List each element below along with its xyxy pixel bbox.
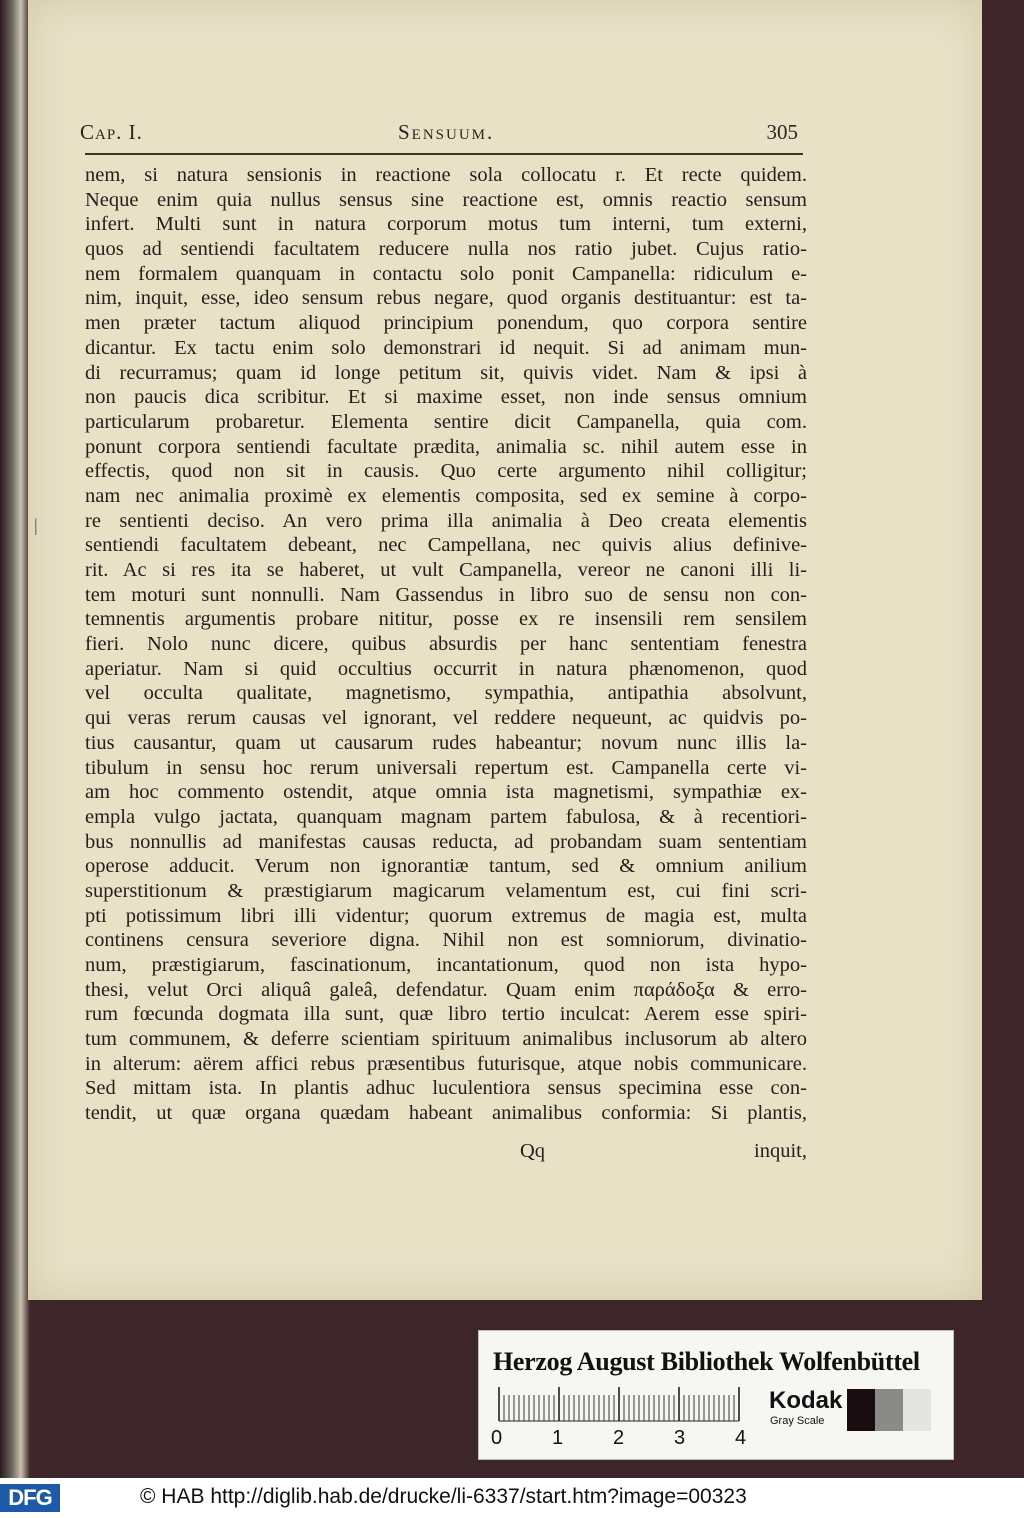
kodak-logo: Kodak	[769, 1387, 843, 1414]
text-line: am hoc commento ostendit, atque omnia ista magnetismi, sympathiæ ex-	[85, 781, 807, 804]
text-line: temnentis argumentis probare nititur, posse ex re insensili rem sensilem	[85, 608, 807, 631]
text-line: dicantur. Ex tactu enim solo demonstrari id nequit. Si ad animam mun-	[85, 336, 807, 359]
ruler-number: 1	[552, 1427, 564, 1449]
text-line: rum fœcunda dogmata illa sunt, quæ libro tertio inculcat: Aerem esse spiri-	[85, 1003, 807, 1026]
text-line: nim, inquit, esse, ideo sensum rebus negare, quod organis destituantur: est ta-	[85, 287, 807, 310]
page-number: 305	[766, 120, 798, 144]
section-heading: Sensuum.	[398, 120, 495, 144]
ruler-scale	[497, 1387, 743, 1429]
text-line: aperiatur. Nam si quid occultius occurrit in natura phænomenon, quod	[85, 657, 807, 680]
text-line: Sed mittam ista. In plantis adhuc luculentiora sensus specimina esse con-	[85, 1077, 807, 1100]
text-line: qui veras rerum causas vel ignorant, vel reddere nequeunt, ac quidvis po-	[85, 707, 807, 730]
text-line: tendit, ut quæ organa quædam habeant animalibus conformia: Si plantis,	[85, 1102, 807, 1125]
text-line: vel occulta qualitate, magnetismo, sympathia, antipathia absolvunt,	[85, 682, 807, 705]
signature-mark: Qq	[520, 1140, 546, 1162]
text-line: sentiendi facultatem debeant, nec Campellana, nec quivis alius definive-	[85, 534, 807, 557]
text-line: num, præstigiarum, fascinationum, incantationum, quod non ista hypo-	[85, 954, 807, 976]
ruler-number: 4	[735, 1427, 747, 1449]
ruler-number: 2	[613, 1427, 625, 1449]
running-header	[58, 120, 798, 150]
ruler-number: 3	[674, 1427, 686, 1449]
text-line: tem moturi sunt nonnulli. Nam Gassendus in libro suo de sensu non con-	[85, 583, 807, 606]
text-line: nem, si natura sensionis in reactione sola collocatu r. Et recte quidem.	[85, 164, 807, 186]
body-text	[85, 163, 807, 1126]
text-line: re sentienti deciso. An vero prima illa animalia à Deo creata elementis	[85, 509, 807, 532]
margin-mark: |	[34, 515, 38, 535]
text-line: tius causantur, quam ut causarum rudes habeantur; novum nunc illis la-	[85, 731, 807, 754]
text-line: operose adducit. Verum non ignorantiæ tantum, sed & omnium anilium	[85, 855, 807, 878]
gray-swatch-light	[903, 1389, 931, 1431]
dfg-logo: DFG	[0, 1484, 60, 1512]
gray-swatch-mid	[875, 1389, 903, 1431]
text-line: ponunt corpora sentiendi facultate prædita, animalia sc. nihil autem esse in	[85, 435, 807, 458]
text-line: nam nec animalia proximè ex elementis composita, sed ex semine à corpo-	[85, 484, 807, 507]
copyright-link[interactable]: © HAB http://diglib.hab.de/drucke/li-6337/start.htm?image=00323	[140, 1485, 747, 1508]
text-line: men præter tactum aliquod principium ponendum, quo corpora sentire	[85, 312, 807, 335]
text-line: pti potissimum libri illi videntur; quorum extremus de magia est, multa	[85, 904, 807, 927]
text-line: empla vulgo jactata, quanquam magnam partem fabulosa, & à recentiori-	[85, 805, 807, 828]
gray-swatch-black	[847, 1389, 875, 1431]
text-line: quos ad sentiendi facultatem reducere nulla nos ratio jubet. Cujus ratio-	[85, 238, 807, 261]
text-line: tum communem, & deferre scientiam spirituum animalibus inclusorum ab altero	[85, 1028, 807, 1051]
library-label-card	[478, 1330, 954, 1460]
text-line: in alterum: aërem affici rebus præsentibus futurisque, atque nobis communicare.	[85, 1052, 807, 1075]
text-line: nem formalem quanquam in contactu solo ponit Campanella: ridiculum e-	[85, 262, 807, 285]
text-line: particularum probaretur. Elementa sentire dicit Campanella, quia com.	[85, 410, 807, 433]
text-line: bus nonnullis ad manifestas causas reducta, ad probandam suam sententiam	[85, 830, 807, 853]
text-line: infert. Multi sunt in natura corporum motus tum interni, tum externi,	[85, 213, 807, 236]
text-line: thesi, velut Orci aliquâ galeâ, defendatur. Quam enim παράδοξα & erro-	[85, 978, 807, 1001]
header-rule	[85, 153, 803, 155]
page-foot	[85, 1140, 807, 1166]
text-line: fieri. Nolo nunc dicere, quibus absurdis per hanc sententiam fenestra	[85, 633, 807, 656]
catchword: inquit,	[754, 1140, 807, 1162]
text-line: effectis, quod non sit in causis. Quo certe argumento nihil colligitur;	[85, 460, 807, 483]
book-spine-edge	[0, 0, 30, 1478]
gray-scale-label: Gray Scale	[770, 1415, 825, 1427]
ruler-number: 0	[491, 1427, 503, 1449]
text-line: di recurramus; quam id longe petitum sit, quivis videt. Nam & ipsi à	[85, 361, 807, 384]
library-name: Herzog August Bibliothek Wolfenbüttel	[493, 1347, 920, 1376]
text-line: superstitionum & præstigiarum magicarum velamentum est, cui fini scri-	[85, 879, 807, 902]
text-line: continens censura severiore digna. Nihil non est somniorum, divinatio-	[85, 929, 807, 952]
text-line: non paucis dica scribitur. Et si maxime esset, non inde sensus omnium	[85, 386, 807, 409]
chapter-heading: Cap. I.	[80, 120, 143, 144]
text-line: tibulum in sensu hoc rerum universali repertum est. Campanella certe vi-	[85, 756, 807, 779]
viewer-footer	[0, 1478, 1024, 1518]
text-line: Neque enim quia nullus sensus sine reactione est, omnis reactio sensum	[85, 188, 807, 211]
text-line: rit. Ac si res ita se haberet, ut vult Campanella, vereor ne canoni illi li-	[85, 559, 807, 581]
